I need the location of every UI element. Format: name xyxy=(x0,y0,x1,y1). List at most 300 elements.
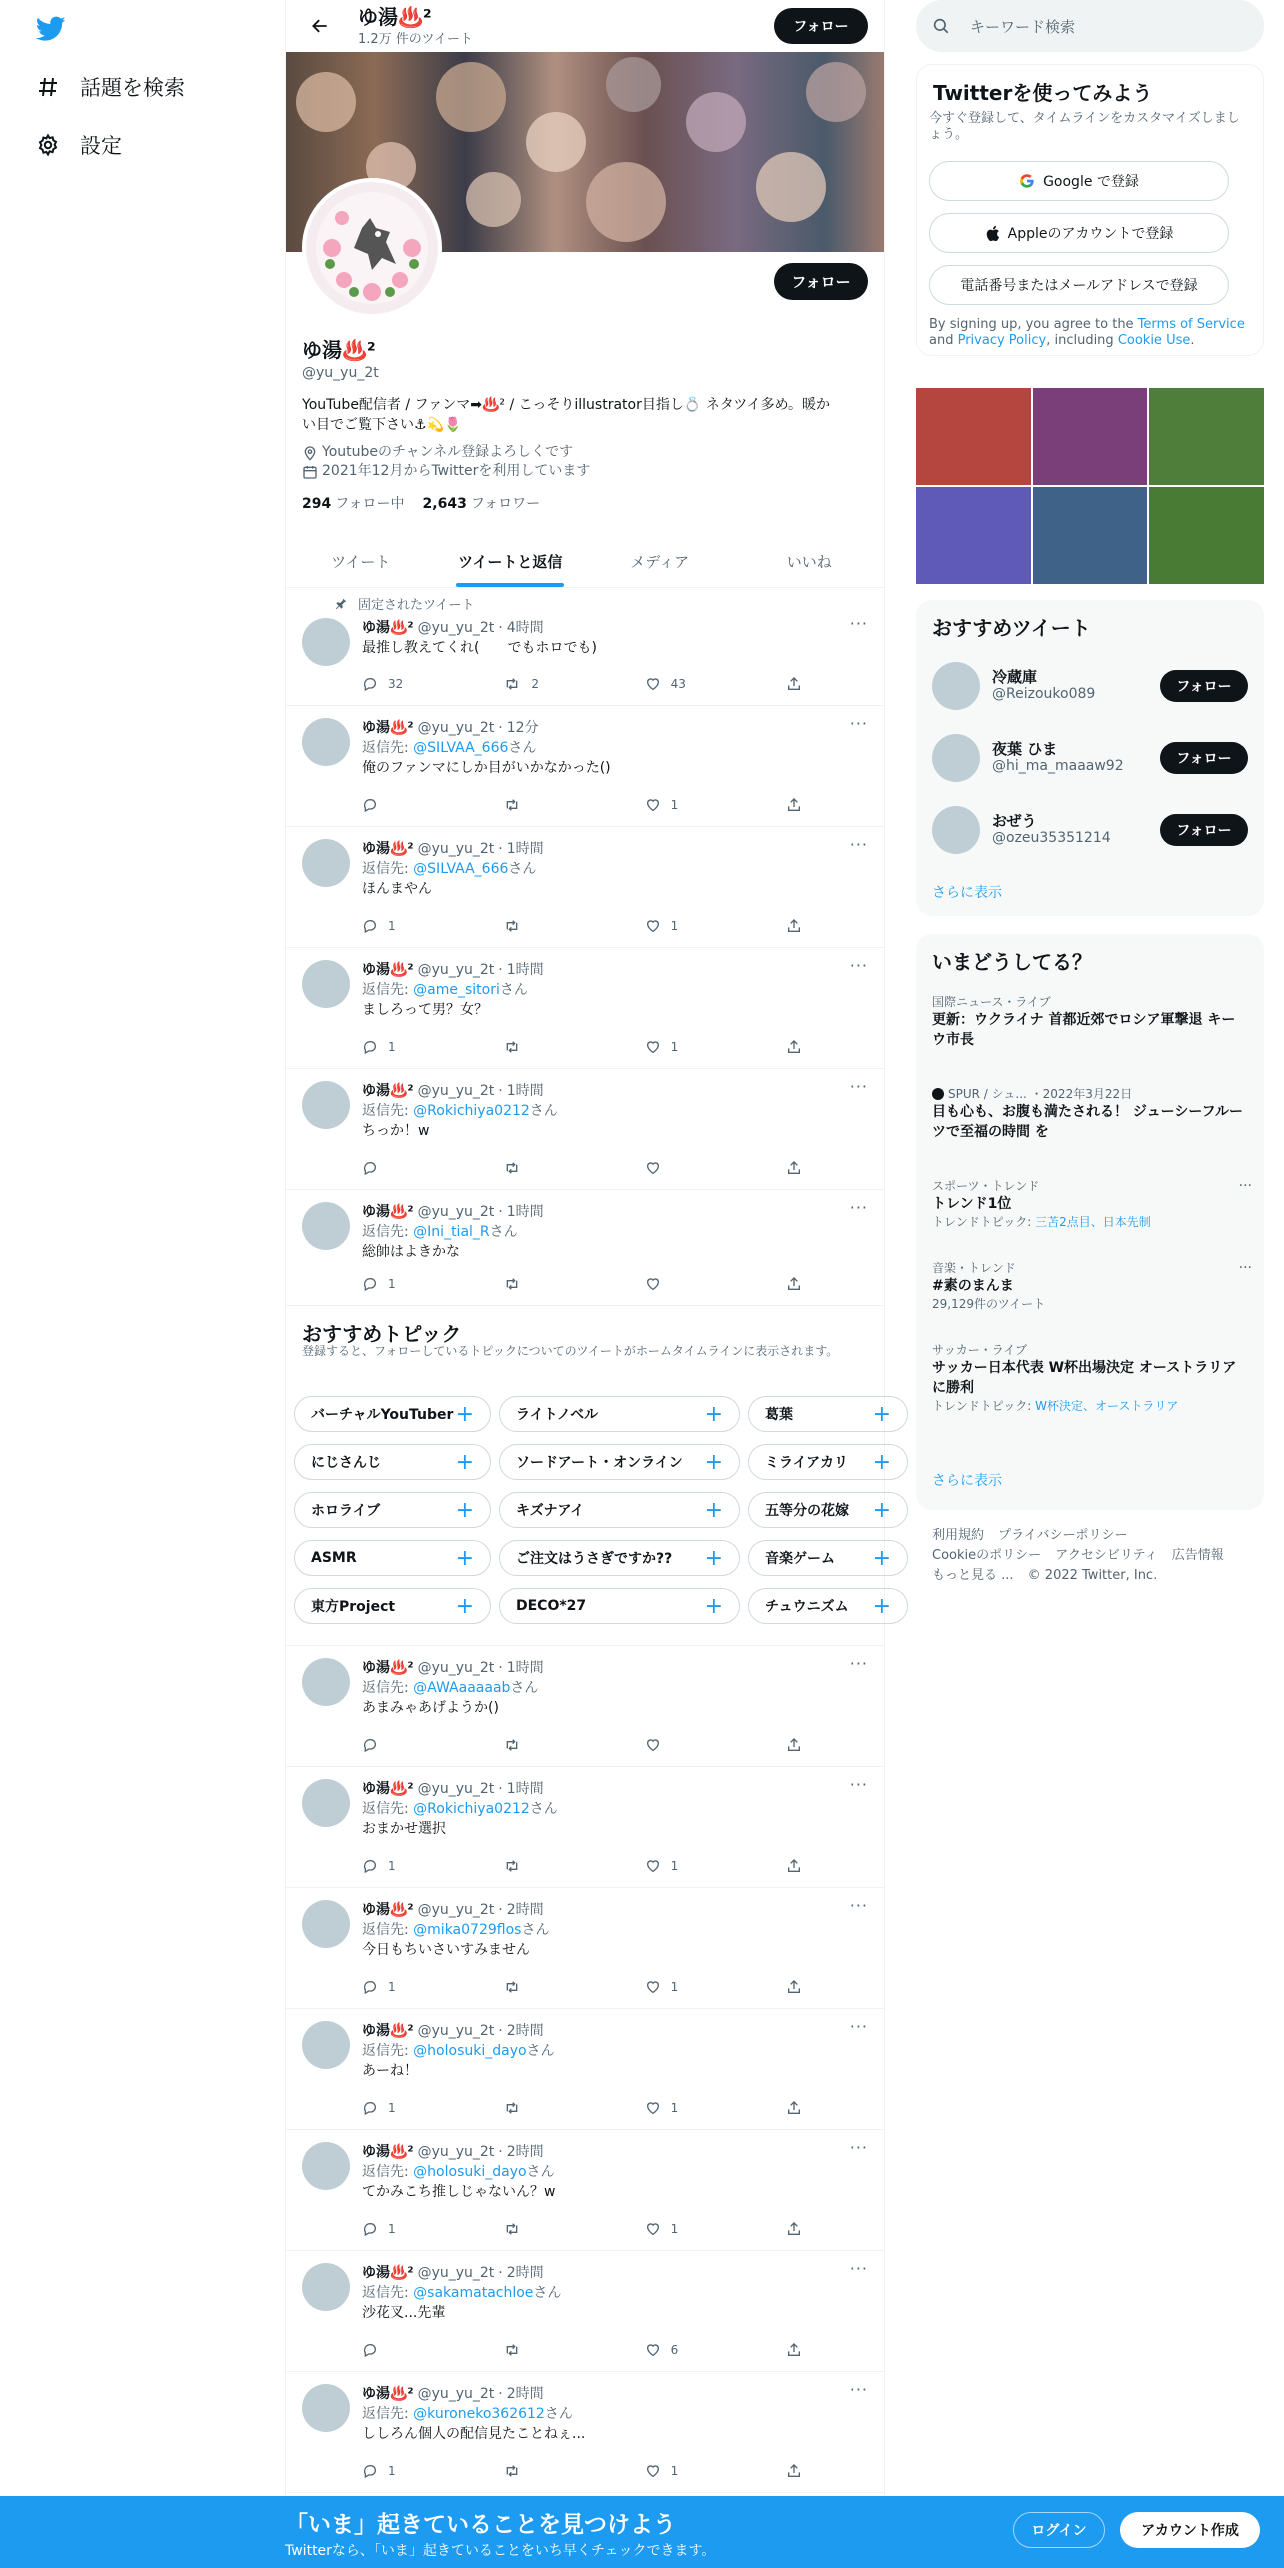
followers-link[interactable] xyxy=(423,493,541,513)
topic-label: ミライアカリ xyxy=(765,1455,849,1471)
tweet-header xyxy=(362,2263,868,2283)
heart-icon xyxy=(645,2463,661,2479)
like-button[interactable] xyxy=(645,674,745,694)
tweet-author-handle[interactable]: @yu_yu_2t xyxy=(417,620,495,636)
trend-topic-link[interactable]: W杯決定、オーストラリア xyxy=(1035,1399,1179,1413)
trend-item[interactable] xyxy=(932,1342,1248,1414)
topic-chip[interactable] xyxy=(294,1540,491,1576)
footer-more-link[interactable]: もっと見る ... xyxy=(932,1568,1014,1583)
follow-button[interactable]: フォロー xyxy=(1160,742,1248,774)
reply-button[interactable] xyxy=(362,1735,462,1755)
topic-chip[interactable] xyxy=(294,1396,491,1432)
tweet[interactable] xyxy=(286,1646,884,1767)
more-options-icon[interactable]: ··· xyxy=(849,1654,868,1673)
login-button[interactable]: ログイン xyxy=(1013,2512,1105,2548)
topic-chip[interactable] xyxy=(499,1588,740,1624)
plus-icon[interactable]: + xyxy=(872,1401,891,1427)
heart-icon xyxy=(645,2221,661,2237)
topic-chip[interactable] xyxy=(294,1492,491,1528)
calendar-icon xyxy=(302,464,318,480)
reply-to xyxy=(362,1920,868,1940)
more-options-icon[interactable]: ··· xyxy=(849,1896,868,1915)
share-button[interactable] xyxy=(786,916,802,936)
tweet-body xyxy=(362,2142,868,2202)
header-follow-button[interactable]: フォロー xyxy=(774,8,868,44)
footer-link[interactable]: プライバシーポリシー xyxy=(998,1528,1128,1543)
reply-prefix: 返信先: xyxy=(362,2285,414,2301)
tweet-avatar[interactable] xyxy=(302,2021,350,2069)
trend-category xyxy=(932,1342,1248,1358)
tweet-avatar[interactable] xyxy=(302,618,350,666)
plus-icon[interactable]: + xyxy=(872,1497,891,1523)
reply-button[interactable] xyxy=(362,916,462,936)
tweet-author-name[interactable]: ゆ湯♨️² xyxy=(362,1204,414,1220)
profile-avatar[interactable] xyxy=(302,178,442,318)
tweet-author-name[interactable]: ゆ湯♨️² xyxy=(362,1083,414,1099)
create-account-button[interactable]: アカウント作成 xyxy=(1120,2512,1260,2548)
recommended-title: おすすめツイート xyxy=(932,616,1091,640)
privacy-policy-link[interactable]: Privacy Policy xyxy=(957,333,1047,348)
tweet-actions xyxy=(362,674,802,694)
tab-likes[interactable]: いいね xyxy=(786,553,832,571)
tweet-time[interactable]: 1時間 xyxy=(506,962,544,978)
reply-to-handle[interactable]: @Rokichiya0212 xyxy=(413,1801,530,1817)
more-options-icon[interactable]: ··· xyxy=(849,956,868,975)
reply-icon xyxy=(362,2100,378,2116)
share-icon xyxy=(786,1737,802,1753)
more-options-icon[interactable]: ··· xyxy=(849,614,868,633)
footer-link[interactable]: 利用規約 xyxy=(932,1528,985,1543)
tweet-author-handle[interactable]: @yu_yu_2t xyxy=(417,1083,495,1099)
tweet-time[interactable]: 1時間 xyxy=(506,1083,544,1099)
retweet-button[interactable] xyxy=(503,1158,603,1178)
tweet-text: 今日もちいさいすみません xyxy=(362,1942,530,1958)
plus-icon[interactable]: + xyxy=(704,1401,723,1427)
tweet-actions xyxy=(362,2219,802,2239)
more-options-icon[interactable]: ··· xyxy=(849,1775,868,1794)
tweet-time[interactable]: 1時間 xyxy=(506,841,544,857)
apple-signup-button[interactable] xyxy=(929,213,1229,253)
reply-button[interactable] xyxy=(362,1856,462,1876)
media-thumbnail[interactable] xyxy=(1149,388,1264,485)
tweet-author-handle[interactable]: @yu_yu_2t xyxy=(417,962,495,978)
tweet-author-handle[interactable]: @yu_yu_2t xyxy=(417,1660,495,1676)
more-options-icon[interactable]: ··· xyxy=(849,1077,868,1096)
more-options-icon[interactable]: ··· xyxy=(849,2259,868,2278)
reply-button[interactable] xyxy=(362,2219,462,2239)
more-options-icon[interactable]: ··· xyxy=(849,2138,868,2157)
tweet-header xyxy=(362,1081,868,1101)
reply-count: 32 xyxy=(388,677,404,691)
plus-icon[interactable]: + xyxy=(704,1593,723,1619)
share-icon xyxy=(786,1039,802,1055)
plus-icon[interactable]: + xyxy=(455,1401,474,1427)
user-avatar[interactable] xyxy=(932,806,980,854)
reply-icon xyxy=(362,2221,378,2237)
reply-button[interactable] xyxy=(362,795,462,815)
tweet-author-name[interactable]: ゆ湯♨️² xyxy=(362,1902,414,1918)
user-name[interactable]: おぜう xyxy=(992,812,1037,830)
tweet-header xyxy=(362,1658,868,1678)
tweet-actions xyxy=(362,795,802,815)
like-button[interactable] xyxy=(645,795,745,815)
tweet-author-name[interactable]: ゆ湯♨️² xyxy=(362,962,414,978)
media-thumbnail[interactable] xyxy=(1033,487,1148,584)
like-button[interactable] xyxy=(645,916,745,936)
topic-chip[interactable] xyxy=(748,1444,908,1480)
topic-chip[interactable] xyxy=(748,1540,908,1576)
media-thumbnail[interactable] xyxy=(1033,388,1148,485)
twitter-logo-icon[interactable] xyxy=(36,16,66,42)
reply-to xyxy=(362,2283,868,2303)
more-options-icon[interactable]: ··· xyxy=(1238,1178,1252,1194)
tweet-time[interactable]: 2時間 xyxy=(506,2144,544,2160)
tweet[interactable] xyxy=(286,2130,884,2251)
recommended-user[interactable] xyxy=(932,804,1248,856)
tweet[interactable] xyxy=(286,1069,884,1190)
tweet[interactable] xyxy=(286,1190,884,1306)
google-signup-button[interactable] xyxy=(929,161,1229,201)
reply-to-handle[interactable]: @holosuki_dayo xyxy=(413,2043,527,2059)
tweet-avatar[interactable] xyxy=(302,1081,350,1129)
tweet-author-handle[interactable]: @yu_yu_2t xyxy=(417,841,495,857)
follow-button[interactable]: フォロー xyxy=(1160,814,1248,846)
retweet-button[interactable] xyxy=(503,795,603,815)
footer-link[interactable]: Cookieのポリシー xyxy=(932,1548,1042,1563)
cookie-use-link[interactable]: Cookie Use xyxy=(1117,333,1191,348)
back-arrow-icon[interactable] xyxy=(302,8,338,44)
reply-button[interactable] xyxy=(362,674,462,694)
reply-to-handle[interactable]: @Rokichiya0212 xyxy=(413,1103,530,1119)
reply-button[interactable] xyxy=(362,2340,462,2360)
reply-to-handle[interactable]: @Ini_tial_R xyxy=(413,1224,490,1240)
reply-to-handle[interactable]: @kuroneko362612 xyxy=(413,2406,545,2422)
like-button[interactable] xyxy=(645,1274,745,1294)
bottom-bar-title: 「いま」起きていることを見つけよう xyxy=(285,2512,676,2538)
share-icon xyxy=(786,2100,802,2116)
tweet-time[interactable]: 2時間 xyxy=(506,2386,544,2402)
share-icon xyxy=(786,797,802,813)
recommended-user[interactable] xyxy=(932,732,1248,784)
share-button[interactable] xyxy=(786,1856,802,1876)
pinned-label xyxy=(334,594,474,613)
pinned-text: 固定されたツイート xyxy=(358,598,475,613)
plus-icon[interactable]: + xyxy=(872,1593,891,1619)
tweet-text: ししろん個人の配信見たことねぇ... xyxy=(362,2426,586,2442)
plus-icon[interactable]: + xyxy=(704,1497,723,1523)
retweet-button[interactable] xyxy=(503,916,603,936)
tweet-author-name[interactable]: ゆ湯♨️² xyxy=(362,1660,414,1676)
tweet-author-handle[interactable]: @yu_yu_2t xyxy=(417,2023,495,2039)
tweet-text: 沙花叉...先輩 xyxy=(362,2305,446,2321)
tweet-author-name[interactable]: ゆ湯♨️² xyxy=(362,2023,414,2039)
footer-link[interactable]: 広告情報 xyxy=(1171,1548,1224,1563)
tweet[interactable] xyxy=(286,1888,884,2009)
profile-stats xyxy=(302,493,870,513)
tab-tweets-and-replies[interactable]: ツイートと返信 xyxy=(436,536,586,587)
tweet-time[interactable]: 12分 xyxy=(506,720,539,736)
plus-icon[interactable]: + xyxy=(704,1545,723,1571)
tweet-time[interactable]: 4時間 xyxy=(506,620,544,636)
reply-count: 1 xyxy=(388,919,396,933)
tweet[interactable] xyxy=(286,706,884,827)
topic-chip[interactable] xyxy=(294,1444,491,1480)
plus-icon[interactable]: + xyxy=(872,1545,891,1571)
reply-to-handle[interactable]: @SILVAA_666 xyxy=(413,861,509,877)
tweet[interactable] xyxy=(286,2372,884,2493)
share-icon xyxy=(786,1979,802,1995)
reply-suffix: さん xyxy=(499,982,528,998)
more-options-icon[interactable]: ··· xyxy=(1238,1260,1252,1276)
plus-icon[interactable]: + xyxy=(704,1449,723,1475)
reply-prefix: 返信先: xyxy=(362,982,414,998)
reply-to xyxy=(362,980,868,1000)
trend-title: 更新：ウクライナ 首都近郊でロシア軍撃退 キーウ市長 xyxy=(932,1012,1236,1048)
tweet-author-name[interactable]: ゆ湯♨️² xyxy=(362,2265,414,2281)
like-button[interactable] xyxy=(645,2340,745,2360)
tweet-time[interactable]: 1時間 xyxy=(506,1781,544,1797)
tweet-author-name[interactable]: ゆ湯♨️² xyxy=(362,1781,414,1797)
user-avatar[interactable] xyxy=(932,734,980,782)
user-name[interactable]: 冷蔵庫 xyxy=(992,668,1038,686)
reply-button[interactable] xyxy=(362,2461,462,2481)
tweet-body xyxy=(362,718,868,778)
share-button[interactable] xyxy=(786,1977,802,1997)
tweet-author-name[interactable]: ゆ湯♨️² xyxy=(362,2144,414,2160)
more-options-icon[interactable]: ··· xyxy=(849,1198,868,1217)
tweet-author-name[interactable]: ゆ湯♨️² xyxy=(362,720,414,736)
profile-name: ゆ湯♨️² xyxy=(302,338,376,362)
tweet-header xyxy=(362,839,868,859)
topic-chip[interactable] xyxy=(294,1588,491,1624)
share-button[interactable] xyxy=(786,2340,802,2360)
reply-button[interactable] xyxy=(362,1274,462,1294)
heart-icon xyxy=(645,676,661,692)
share-icon xyxy=(786,2221,802,2237)
more-options-icon[interactable]: ··· xyxy=(849,2017,868,2036)
reply-button[interactable] xyxy=(362,1977,462,1997)
plus-icon[interactable]: + xyxy=(872,1449,891,1475)
tweet-avatar[interactable] xyxy=(302,1900,350,1948)
share-button[interactable] xyxy=(786,795,802,815)
share-button[interactable] xyxy=(786,2098,802,2118)
recommend-show-more-link[interactable]: さらに表示 xyxy=(932,885,1002,901)
plus-icon[interactable]: + xyxy=(455,1497,474,1523)
like-button[interactable] xyxy=(645,1856,745,1876)
tweet[interactable] xyxy=(286,827,884,948)
tweet-avatar[interactable] xyxy=(302,1202,350,1250)
trend-sub-label: トレンドトピック: xyxy=(932,1215,1036,1229)
heart-icon xyxy=(645,2100,661,2116)
trend-item[interactable] xyxy=(932,994,1248,1050)
reply-icon xyxy=(362,1979,378,1995)
tweet-author-handle[interactable]: @yu_yu_2t xyxy=(417,1204,495,1220)
user-name[interactable]: 夜葉 ひま xyxy=(992,740,1058,758)
following-label: フォロー中 xyxy=(335,496,405,512)
reply-button[interactable] xyxy=(362,1158,462,1178)
tweet-author-name[interactable]: ゆ湯♨️² xyxy=(362,841,414,857)
trend-item[interactable] xyxy=(932,1260,1252,1312)
tweet[interactable] xyxy=(286,588,884,706)
trend-title: トレンド1位 xyxy=(932,1196,1012,1212)
heart-icon xyxy=(645,918,661,934)
tweet-avatar[interactable] xyxy=(302,2142,350,2190)
follow-button[interactable]: フォロー xyxy=(1160,670,1248,702)
share-button[interactable] xyxy=(786,1274,802,1294)
trend-item[interactable] xyxy=(932,1178,1252,1230)
tweet[interactable] xyxy=(286,948,884,1069)
tweet-avatar[interactable] xyxy=(302,2263,350,2311)
topic-chip[interactable] xyxy=(748,1588,908,1624)
tweet-time[interactable]: 2時間 xyxy=(506,2023,544,2039)
reply-to-handle[interactable]: @AWAaaaaab xyxy=(413,1680,511,1696)
media-grid xyxy=(916,388,1264,584)
retweet-button[interactable] xyxy=(503,2219,603,2239)
tab-media[interactable]: メディア xyxy=(630,553,690,571)
separator-dot: · xyxy=(498,1204,503,1220)
followers-label: フォロワー xyxy=(470,496,541,512)
trends-card xyxy=(916,934,1264,1510)
tweet-header xyxy=(362,718,868,738)
tweet-author-handle[interactable]: @yu_yu_2t xyxy=(417,2265,495,2281)
share-button[interactable] xyxy=(786,674,802,694)
retweet-icon xyxy=(503,2463,521,2479)
following-link[interactable] xyxy=(302,493,405,513)
tab-tweets[interactable]: ツイート xyxy=(331,553,391,571)
share-button[interactable] xyxy=(786,1037,802,1057)
topic-chip[interactable] xyxy=(748,1492,908,1528)
phone-email-signup-button[interactable]: 電話番号またはメールアドレスで登録 xyxy=(929,265,1229,305)
tweet-author-handle[interactable]: @yu_yu_2t xyxy=(417,720,495,736)
footer-link[interactable]: アクセシビリティ xyxy=(1055,1548,1158,1563)
tweet-time[interactable]: 2時間 xyxy=(506,2265,544,2281)
retweet-button[interactable] xyxy=(503,674,603,694)
topic-chip[interactable] xyxy=(499,1492,740,1528)
tweet-author-handle[interactable]: @yu_yu_2t xyxy=(417,2144,495,2160)
tweet-avatar[interactable] xyxy=(302,1658,350,1706)
search-input[interactable]: キーワード検索 xyxy=(970,17,1076,36)
media-thumbnail[interactable] xyxy=(916,487,1031,584)
share-button[interactable] xyxy=(786,1735,802,1755)
nav-explore[interactable] xyxy=(36,72,185,102)
main-column xyxy=(285,0,891,2568)
like-button[interactable] xyxy=(645,1977,745,1997)
reply-to-handle[interactable]: @SILVAA_666 xyxy=(413,740,509,756)
like-button[interactable] xyxy=(645,2219,745,2239)
bio-line: YouTube配信者 / ファンマ➡♨️² / こっそりillustrator目指し💍 ネタツイ多め。暖か xyxy=(302,397,831,413)
topic-label: バーチャルYouTuber xyxy=(311,1407,454,1423)
tweet-author-name[interactable]: ゆ湯♨️² xyxy=(362,2386,414,2402)
trend-topic-link[interactable]: 三苫2点目、日本先制 xyxy=(1035,1215,1151,1229)
retweet-button[interactable] xyxy=(503,1856,603,1876)
tweet-avatar[interactable] xyxy=(302,839,350,887)
tweet-avatar[interactable] xyxy=(302,718,350,766)
retweet-button[interactable] xyxy=(503,1037,603,1057)
media-thumbnail[interactable] xyxy=(916,388,1031,485)
like-button[interactable] xyxy=(645,1158,745,1178)
more-options-icon[interactable]: ··· xyxy=(849,2380,868,2399)
like-button[interactable] xyxy=(645,1735,745,1755)
trends-show-more-link[interactable]: さらに表示 xyxy=(932,1473,1002,1489)
tweet-avatar[interactable] xyxy=(302,960,350,1008)
more-options-icon[interactable]: ··· xyxy=(849,714,868,733)
reply-to-handle[interactable]: @ame_sitori xyxy=(413,982,500,998)
retweet-button[interactable] xyxy=(503,2340,603,2360)
tweet-author-handle[interactable]: @yu_yu_2t xyxy=(417,1902,495,1918)
trend-sub-label: トレンドトピック: xyxy=(932,1399,1036,1413)
header-name: ゆ湯♨️² xyxy=(358,4,432,29)
tweet[interactable] xyxy=(286,2009,884,2130)
topic-chip[interactable] xyxy=(499,1540,740,1576)
topic-chip[interactable] xyxy=(499,1444,740,1480)
topic-chip[interactable] xyxy=(499,1396,740,1432)
recommended-user[interactable] xyxy=(932,660,1248,712)
like-button[interactable] xyxy=(645,2098,745,2118)
share-button[interactable] xyxy=(786,2219,802,2239)
profile-follow-button[interactable]: フォロー xyxy=(774,263,868,300)
topic-chip[interactable] xyxy=(748,1396,908,1432)
tweet-author-handle[interactable]: @yu_yu_2t xyxy=(417,1781,495,1797)
retweet-button[interactable] xyxy=(503,2461,603,2481)
tweet[interactable] xyxy=(286,1767,884,1888)
tweet-time[interactable]: 1時間 xyxy=(506,1204,544,1220)
search-box[interactable] xyxy=(916,0,1264,52)
like-button[interactable] xyxy=(645,2461,745,2481)
retweet-button[interactable] xyxy=(503,2098,603,2118)
like-count: 1 xyxy=(670,1980,679,1994)
tweet-author-handle[interactable]: @yu_yu_2t xyxy=(417,2386,495,2402)
nav-settings[interactable] xyxy=(36,130,122,160)
like-button[interactable] xyxy=(645,1037,745,1057)
plus-icon[interactable]: + xyxy=(455,1449,474,1475)
share-icon xyxy=(786,676,802,692)
tweet-text: 最推し教えてくれ( でもホロでも) xyxy=(362,640,597,656)
tweet-avatar[interactable] xyxy=(302,2384,350,2432)
tweet-author-name[interactable]: ゆ湯♨️² xyxy=(362,620,414,636)
reply-button[interactable] xyxy=(362,2098,462,2118)
tweet-text: てかみこち推しじゃないん？w xyxy=(362,2184,556,2200)
retweet-icon xyxy=(503,1160,521,1176)
trend-item[interactable] xyxy=(932,1086,1248,1142)
reply-to-handle[interactable]: @holosuki_dayo xyxy=(413,2164,527,2180)
media-thumbnail[interactable] xyxy=(1149,487,1264,584)
reply-count: 1 xyxy=(388,2101,396,2115)
topic-label: ソードアート・オンライン xyxy=(516,1455,683,1471)
bottom-bar-subtitle: Twitterなら、「いま」起きていることをいち早くチェックできます。 xyxy=(285,2543,716,2559)
terms-of-service-link[interactable]: Terms of Service xyxy=(1137,317,1245,332)
tweet-time[interactable]: 1時間 xyxy=(506,1660,544,1676)
tweet-time[interactable]: 2時間 xyxy=(506,1902,544,1918)
retweet-button[interactable] xyxy=(503,1274,603,1294)
reply-button[interactable] xyxy=(362,1037,462,1057)
share-button[interactable] xyxy=(786,2461,802,2481)
plus-icon[interactable]: + xyxy=(455,1593,474,1619)
tweet[interactable] xyxy=(286,2251,884,2372)
reply-to-handle[interactable]: @mika0729flos xyxy=(413,1922,522,1938)
retweet-button[interactable] xyxy=(503,1735,603,1755)
user-avatar[interactable] xyxy=(932,662,980,710)
nav-settings-label: 設定 xyxy=(80,134,122,158)
terms-text: and xyxy=(929,333,958,348)
more-options-icon[interactable]: ··· xyxy=(849,835,868,854)
tweet-avatar[interactable] xyxy=(302,1779,350,1827)
plus-icon[interactable]: + xyxy=(455,1545,474,1571)
tweet-body xyxy=(362,2021,868,2081)
reply-to-handle[interactable]: @sakamatachloe xyxy=(413,2285,534,2301)
share-button[interactable] xyxy=(786,1158,802,1178)
nav-explore-label: 話題を検索 xyxy=(80,76,185,100)
retweet-button[interactable] xyxy=(503,1977,603,1997)
